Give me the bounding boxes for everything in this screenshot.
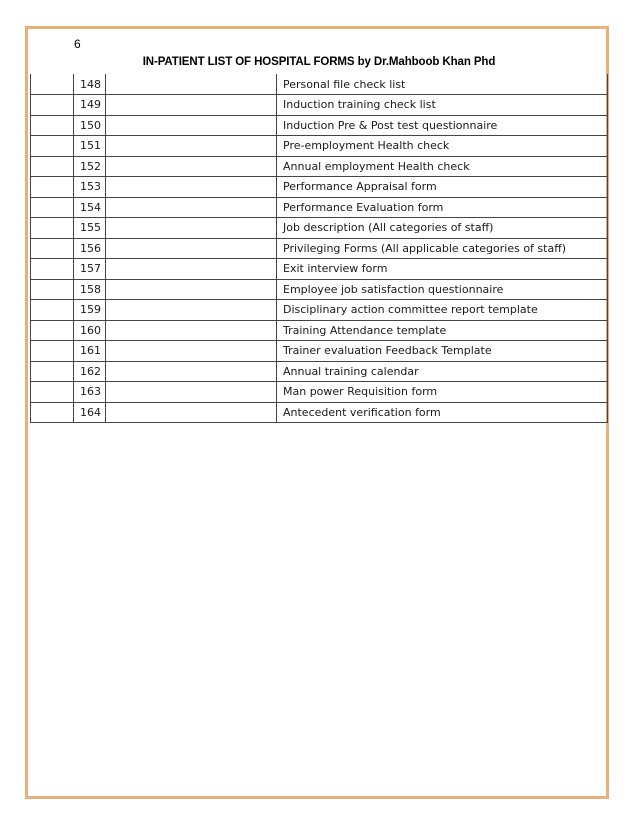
form-name-cell: Man power Requisition form: [277, 382, 608, 403]
form-name-cell: Privileging Forms (All applicable categories of staff): [277, 238, 608, 259]
blank-cell: [31, 177, 74, 198]
blank-cell: [106, 156, 277, 177]
blank-cell: [31, 136, 74, 157]
table-row: [31, 259, 608, 280]
blank-cell: [31, 402, 74, 423]
page-title: IN-PATIENT LIST OF HOSPITAL FORMS by Dr.Mahboob Khan Phd: [142, 56, 496, 68]
blank-cell: [106, 177, 277, 198]
blank-cell: [31, 279, 74, 300]
blank-cell: [31, 382, 74, 403]
form-number-cell: 153: [74, 177, 106, 198]
blank-cell: [106, 136, 277, 157]
blank-cell: [31, 115, 74, 136]
form-number-cell: 154: [74, 197, 106, 218]
form-name-cell: Performance Evaluation form: [277, 197, 608, 218]
form-number-cell: 155: [74, 218, 106, 239]
table-row: [31, 156, 608, 177]
table-row: [31, 115, 608, 136]
form-name-cell: Disciplinary action committee report template: [277, 300, 608, 321]
table-row: [31, 197, 608, 218]
table-row: [31, 95, 608, 116]
table-row: [31, 279, 608, 300]
form-name-cell: Training Attendance template: [277, 320, 608, 341]
form-number-cell: 161: [74, 341, 106, 362]
table-row: [31, 136, 608, 157]
table-row: [31, 402, 608, 423]
form-name-cell: Annual employment Health check: [277, 156, 608, 177]
blank-cell: [106, 197, 277, 218]
blank-cell: [106, 320, 277, 341]
form-number-cell: 157: [74, 259, 106, 280]
table-row: [31, 238, 608, 259]
blank-cell: [106, 238, 277, 259]
blank-cell: [31, 197, 74, 218]
blank-cell: [31, 320, 74, 341]
blank-cell: [106, 341, 277, 362]
table-row: [31, 300, 608, 321]
form-number-cell: 164: [74, 402, 106, 423]
blank-cell: [106, 74, 277, 95]
table-row: [31, 361, 608, 382]
form-name-cell: Performance Appraisal form: [277, 177, 608, 198]
blank-cell: [31, 341, 74, 362]
form-number-cell: 149: [74, 95, 106, 116]
table-row: [31, 218, 608, 239]
blank-cell: [31, 95, 74, 116]
forms-table: [30, 74, 608, 423]
forms-table-body: [31, 74, 608, 423]
form-name-cell: Personal file check list: [277, 74, 608, 95]
form-number-cell: 156: [74, 238, 106, 259]
form-name-cell: Trainer evaluation Feedback Template: [277, 341, 608, 362]
blank-cell: [31, 361, 74, 382]
blank-cell: [106, 218, 277, 239]
blank-cell: [106, 300, 277, 321]
table-row: [31, 341, 608, 362]
blank-cell: [106, 115, 277, 136]
blank-cell: [31, 238, 74, 259]
form-number-cell: 163: [74, 382, 106, 403]
blank-cell: [106, 259, 277, 280]
blank-cell: [106, 402, 277, 423]
table-row: [31, 74, 608, 95]
blank-cell: [31, 259, 74, 280]
form-name-cell: Job description (All categories of staff): [277, 218, 608, 239]
form-number-cell: 159: [74, 300, 106, 321]
form-number-cell: 158: [74, 279, 106, 300]
form-name-cell: Induction Pre & Post test questionnaire: [277, 115, 608, 136]
form-number-cell: 152: [74, 156, 106, 177]
blank-cell: [106, 361, 277, 382]
forms-table-container: [30, 74, 607, 423]
blank-cell: [106, 382, 277, 403]
page-number: 6: [74, 37, 81, 51]
form-name-cell: Induction training check list: [277, 95, 608, 116]
blank-cell: [31, 74, 74, 95]
form-name-cell: Pre-employment Health check: [277, 136, 608, 157]
form-number-cell: 160: [74, 320, 106, 341]
blank-cell: [31, 156, 74, 177]
table-row: [31, 382, 608, 403]
blank-cell: [31, 218, 74, 239]
form-name-cell: Employee job satisfaction questionnaire: [277, 279, 608, 300]
table-row: [31, 320, 608, 341]
form-name-cell: Antecedent verification form: [277, 402, 608, 423]
blank-cell: [106, 279, 277, 300]
blank-cell: [31, 300, 74, 321]
form-name-cell: Exit interview form: [277, 259, 608, 280]
form-number-cell: 151: [74, 136, 106, 157]
form-name-cell: Annual training calendar: [277, 361, 608, 382]
form-number-cell: 150: [74, 115, 106, 136]
form-number-cell: 162: [74, 361, 106, 382]
form-number-cell: 148: [74, 74, 106, 95]
blank-cell: [106, 95, 277, 116]
table-row: [31, 177, 608, 198]
